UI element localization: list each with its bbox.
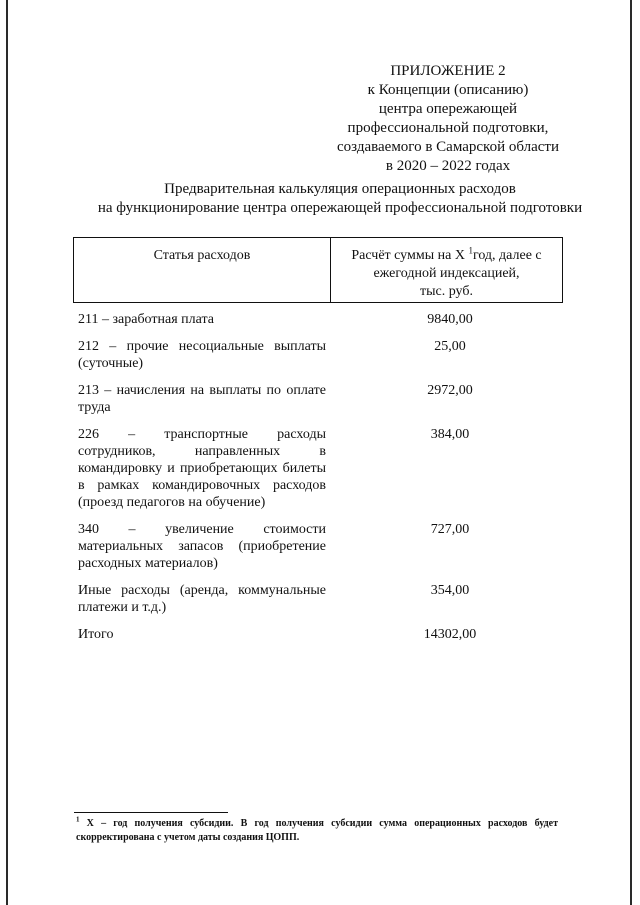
- header-amount-part2: год, далее с: [472, 248, 542, 263]
- footnote: [76, 817, 558, 845]
- footnote-separator: [74, 812, 228, 813]
- table-row-total: [78, 626, 558, 643]
- row-name: 226 – транспортные расходы сотрудников, направленных в командировку и приобретающих билеты в рамках командировочных расходов (проезд педагогов на обучение): [78, 427, 326, 510]
- header-amount-part1: Расчёт суммы на Х: [351, 248, 469, 263]
- header-expense-item: Статья расходов: [74, 238, 331, 302]
- row-name: Иные расходы (аренда, коммунальные платежи и т.д.): [78, 583, 326, 615]
- appendix-line: в 2020 – 2022 годах: [385, 158, 511, 174]
- appendix-header: [300, 62, 596, 176]
- appendix-line: ПРИЛОЖЕНИЕ 2: [390, 63, 506, 79]
- footnote-ref: 1: [468, 245, 473, 256]
- title-line-1: Предварительная калькуляция операционных расходов: [164, 181, 516, 197]
- row-name: Итого: [78, 627, 114, 642]
- scan-edge-right: [630, 0, 632, 905]
- header-amount: [331, 238, 562, 302]
- row-value: 384,00: [430, 427, 470, 442]
- row-value: 9840,00: [427, 312, 473, 327]
- footnote-marker: 1: [76, 815, 80, 824]
- document-title: [40, 180, 640, 218]
- row-name: 213 – начисления на выплаты по оплате труда: [78, 383, 326, 415]
- header-amount-line3: тыс. руб.: [420, 284, 473, 299]
- scan-edge-left: [6, 0, 8, 905]
- footnote-text: Х – год получения субсидии. В год получения субсидии сумма операционных расходов будет скорректирована с учетом даты создания ЦОПП.: [76, 818, 558, 843]
- table-row: [78, 582, 558, 616]
- title-line-2: на функционирование центра опережающей профессиональной подготовки: [97, 200, 583, 216]
- appendix-line: к Концепции (описанию): [367, 82, 529, 98]
- expense-rows: [78, 311, 558, 653]
- row-value: 25,00: [434, 339, 466, 354]
- table-row: [78, 311, 558, 328]
- header-amount-line2: ежегодной индексацией,: [373, 266, 520, 281]
- row-value: 727,00: [430, 522, 470, 537]
- appendix-line: профессиональной подготовки,: [347, 120, 549, 136]
- appendix-line: создаваемого в Самарской области: [337, 139, 559, 155]
- row-value: 354,00: [430, 583, 470, 598]
- row-name: 340 – увеличение стоимости материальных запасов (приобретение расходных материалов): [78, 522, 326, 571]
- row-name: 211 – заработная плата: [78, 312, 214, 327]
- table-row: [78, 382, 558, 416]
- appendix-line: центра опережающей: [378, 101, 518, 117]
- row-value: 14302,00: [423, 627, 477, 642]
- table-row: [78, 338, 558, 372]
- row-name: 212 – прочие несоциальные выплаты (суточные): [78, 339, 326, 371]
- expense-table-header: [73, 237, 563, 303]
- table-row: [78, 521, 558, 572]
- table-row: [78, 426, 558, 511]
- row-value: 2972,00: [427, 383, 473, 398]
